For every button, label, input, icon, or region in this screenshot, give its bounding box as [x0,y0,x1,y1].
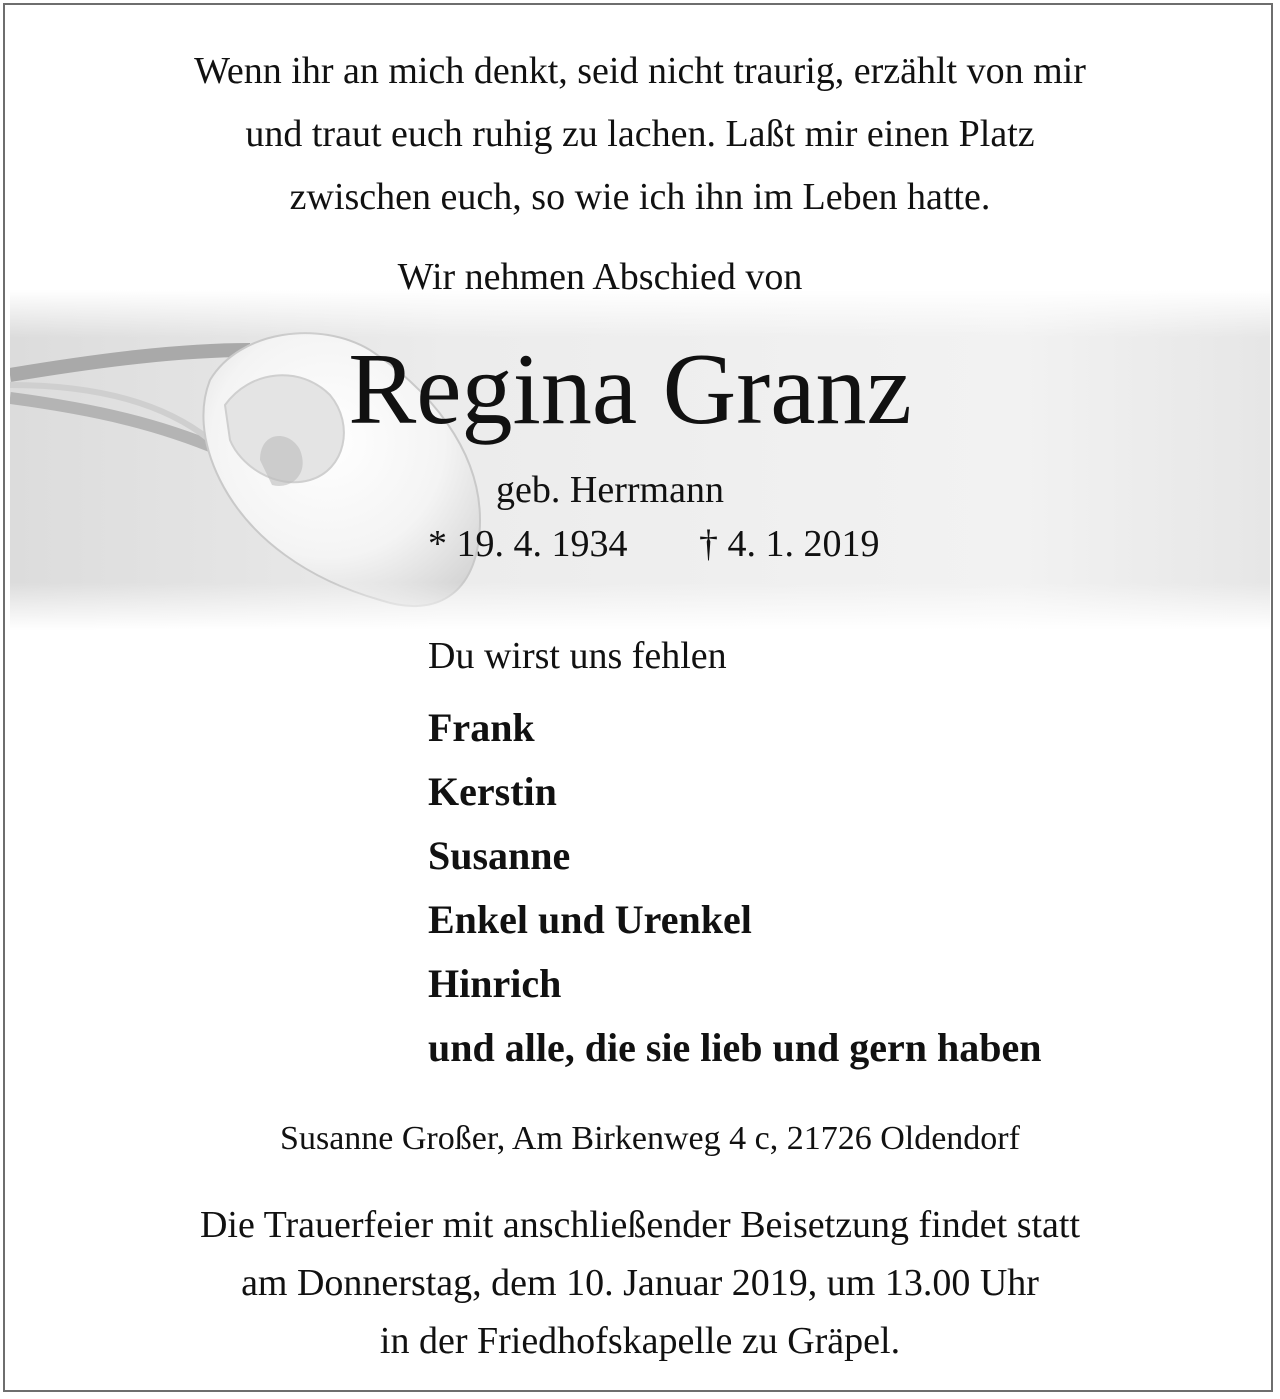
funeral-line: in der Friedhofskapelle zu Gräpel. [379,1320,901,1362]
life-dates [428,516,880,572]
funeral-line: am Donnerstag, dem 10. Januar 2019, um 13.00 Uhr [241,1262,1039,1304]
mourner-name: Hinrich [428,961,562,1006]
mourner-name: Kerstin [428,769,557,814]
mourner-name: Frank [428,705,535,750]
contact-address: Susanne Großer, Am Birkenweg 4 c, 21726 Oldendorf [280,1120,1020,1157]
closing-line: Du wirst uns fehlen [428,635,727,677]
maiden-name: geb. Herrmann [496,469,724,511]
deceased-name: Regina Granz [348,333,912,446]
death-date: † 4. 1. 2019 [699,523,880,565]
mourners-list [428,696,1041,1080]
birth-date: * 19. 4. 1934 [428,523,628,565]
mourner-name: und alle, die sie lieb und gern haben [428,1025,1042,1070]
quote-line: zwischen euch, so wie ich ihn im Leben hatte. [289,176,991,218]
mourner-name: Susanne [428,833,571,878]
memorial-quote [0,40,1280,229]
mourner-name: Enkel und Urenkel [428,897,752,942]
funeral-info [0,1196,1280,1370]
farewell-intro: Wir nehmen Abschied von [397,256,803,298]
quote-line: Wenn ihr an mich denkt, seid nicht traurig, erzählt von mir [194,50,1086,92]
funeral-line: Die Trauerfeier mit anschließender Beisetzung findet statt [199,1204,1081,1246]
quote-line: und traut euch ruhig zu lachen. Laßt mir einen Platz [245,113,1035,155]
